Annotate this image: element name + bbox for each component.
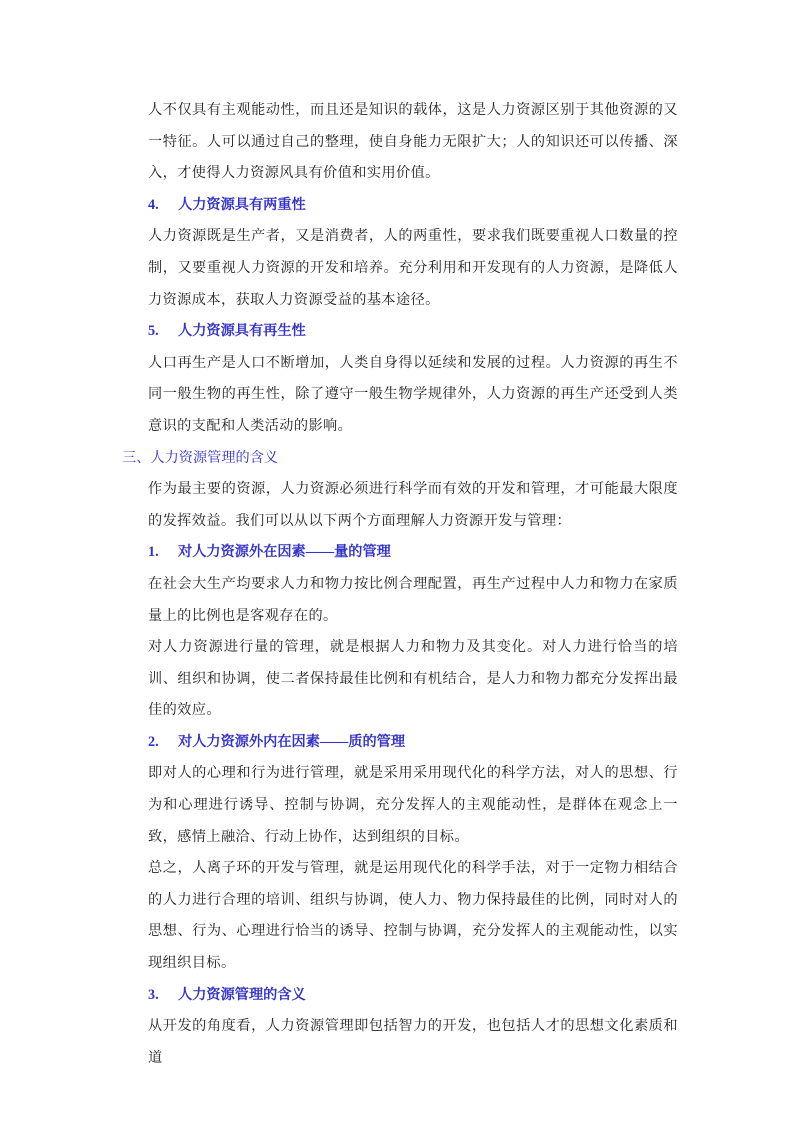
heading-title: 对人力资源外在因素——量的管理 — [178, 544, 391, 561]
heading-number: 3. — [148, 986, 159, 1003]
paragraph: 作为最主要的资源，人力资源必须进行科学而有效的开发和管理，才可能最大限度的发挥效益。我们可以从以下两个方面理解人力资源开发与管理： — [148, 481, 678, 529]
heading-title: 人力资源具有两重性 — [178, 196, 306, 213]
heading-number: 1. — [148, 544, 159, 561]
numbered-heading-4 — [148, 190, 678, 222]
heading-title: 人力资源具有再生性 — [178, 323, 306, 340]
paragraph: 在社会大生产均要求人力和物力按比例合理配置，再生产过程中人力和物力在家质量上的比例也是客观存在的。 — [148, 575, 678, 624]
paragraph: 对人力资源进行量的管理，就是根据人力和物力及其变化。对人力进行恰当的培训、组织和协调，使二者保持最佳比例和有机结合，是人力和物力都充分发挥出最佳的效应。 — [148, 639, 678, 719]
document-content — [122, 95, 678, 1074]
numbered-heading-2 — [148, 727, 678, 759]
section-number: 三、 — [122, 449, 151, 466]
paragraph: 从开发的角度看，人力资源管理即包括智力的开发，也包括人才的思想文化素质和道 — [148, 1018, 678, 1066]
heading-title: 人力资源管理的含义 — [178, 986, 306, 1003]
heading-number: 5. — [148, 323, 159, 340]
heading-number: 2. — [148, 733, 159, 750]
numbered-heading-1 — [148, 537, 678, 569]
heading-title: 对人力资源外内在因素——质的管理 — [178, 733, 406, 750]
paragraph: 人不仅具有主观能动性，而且还是知识的载体，这是人力资源区别于其他资源的又一特征。人可以通过自己的整理，使自身能力无限扩大；人的知识还可以传播、深入，才使得人力资源风具有价值和实用价值。 — [148, 102, 678, 182]
section-heading-three — [122, 443, 678, 475]
numbered-heading-5 — [148, 316, 678, 348]
paragraph: 人口再生产是人口不断增加，人类自身得以延续和发展的过程。人力资源的再生不同一般生物的再生性，除了遵守一般生物学规律外，人力资源的再生产还受到人类意识的支配和人类活动的影响。 — [148, 354, 678, 434]
heading-number: 4. — [148, 196, 159, 213]
section-title: 人力资源管理的含义 — [150, 449, 279, 466]
paragraph: 人力资源既是生产者，又是消费者，人的两重性，要求我们既要重视人口数量的控制，又要重视人力资源的开发和培养。充分利用和开发现有的人力资源，是降低人力资源成本，获取人力资源受益的基本途径。 — [148, 228, 678, 308]
paragraph: 即对人的心理和行为进行管理，就是采用采用现代化的科学方法，对人的思想、行为和心理进行诱导、控制与协调，充分发挥人的主观能动性，是群体在观念上一致，感情上融洽、行动上协作，达到组织的目标。 — [148, 765, 678, 845]
numbered-heading-3 — [148, 980, 678, 1012]
paragraph: 总之，人离子环的开发与管理，就是运用现代化的科学手法，对于一定物力相结合的人力进行合理的培训、组织与协调，使人力、物力保持最佳的比例，同时对人的思想、行为、心理进行恰当的诱导、控制与协调，充分发挥人的主观能动性，以实现组织目标。 — [148, 860, 678, 972]
